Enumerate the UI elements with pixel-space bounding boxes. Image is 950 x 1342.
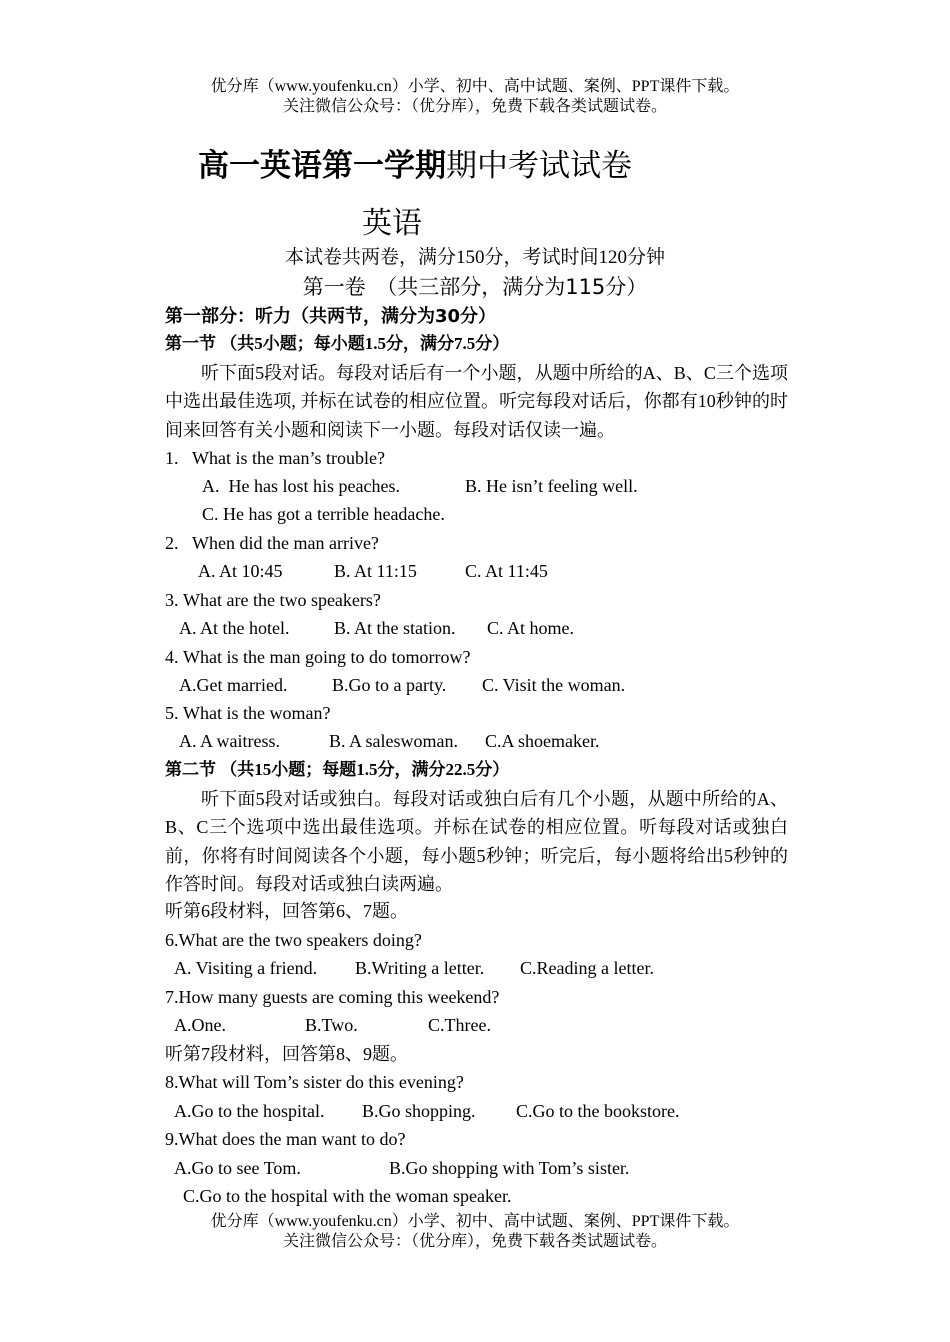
- title-light-part: 期中考试试卷: [446, 148, 632, 184]
- question-5-option-c: C.A shoemaker.: [485, 731, 600, 751]
- question-3-option-a: A. At the hotel.: [179, 618, 290, 638]
- question-6-option-c: C.Reading a letter.: [520, 958, 654, 978]
- question-4-option-a: A.Get married.: [179, 675, 288, 695]
- question-9-option-a: A.Go to see Tom.: [174, 1158, 301, 1178]
- footer-line-1: 优分库（www.youfenku.cn）小学、初中、高中试题、案例、PPT课件下载。: [210, 1213, 740, 1230]
- question-5-option-b: B. A saleswoman.: [329, 731, 458, 751]
- section2-title: 第二节 （共15小题；每题1.5分，满分22.5分）: [165, 760, 510, 779]
- question-8-option-b: B.Go shopping.: [362, 1101, 476, 1121]
- volume-title: 第一卷 （共三部分，满分为115分）: [302, 275, 648, 299]
- section1-title: 第一节 （共5小题；每小题1.5分，满分7.5分）: [165, 334, 510, 353]
- question-7-option-a: A.One.: [174, 1015, 226, 1035]
- page-title: [198, 140, 632, 185]
- question-4-option-b: B.Go to a party.: [332, 675, 447, 695]
- question-2-option-a: A. At 10:45: [198, 561, 283, 581]
- header-line-1: 优分库（www.youfenku.cn）小学、初中、高中试题、案例、PPT课件下载。: [210, 78, 740, 95]
- footer-line-2: 关注微信公众号：（优分库），免费下载各类试题试卷。: [282, 1233, 667, 1250]
- question-7-option-c: C.Three.: [428, 1015, 491, 1035]
- question-2-option-c: C. At 11:45: [465, 561, 548, 581]
- question-7-stem: 7.How many guests are coming this weekend?: [165, 987, 500, 1007]
- question-9-option-b: B.Go shopping with Tom’s sister.: [389, 1158, 630, 1178]
- question-1-stem: 1. What is the man’s trouble?: [165, 448, 385, 468]
- section1-instructions: 听下面5段对话。每段对话后有一个小题，从题中所给的A、B、C三个选项中选出最佳选项, 并标在试卷的相应位置。听完每段对话后，你都有10秒钟的时间来回答有关小题和阅读下一小题。每段对话仅读一遍。: [165, 363, 788, 440]
- question-6-stem: 6.What are the two speakers doing?: [165, 930, 422, 950]
- question-8-option-a: A.Go to the hospital.: [174, 1101, 325, 1121]
- note-passage-7: 听第7段材料，回答第8、9题。: [165, 1044, 408, 1064]
- question-1-option-a: A. He has lost his peaches.: [202, 476, 400, 496]
- question-9-stem: 9.What does the man want to do?: [165, 1129, 406, 1149]
- question-1-option-c: C. He has got a terrible headache.: [202, 504, 445, 524]
- question-2-option-b: B. At 11:15: [334, 561, 417, 581]
- question-5-option-a: A. A waitress.: [179, 731, 280, 751]
- question-9-option-c: C.Go to the hospital with the woman speaker.: [183, 1186, 512, 1206]
- section2-instructions: 听下面5段对话或独白。每段对话或独白后有几个小题，从题中所给的A、B、C三个选项中选出最佳选项。并标在试卷的相应位置。听每段对话或独白前，你将有时间阅读各个小题，每小题5秒钟；听完后，每小题将给出5秒钟的作答时间。每段对话或独白读两遍。: [165, 789, 788, 895]
- question-1-option-b: B. He isn’t feeling well.: [465, 476, 638, 496]
- question-4-stem: 4. What is the man going to do tomorrow?: [165, 647, 471, 667]
- question-3-option-b: B. At the station.: [334, 618, 456, 638]
- question-4-option-c: C. Visit the woman.: [482, 675, 626, 695]
- note-passage-6: 听第6段材料，回答第6、7题。: [165, 901, 408, 921]
- question-2-stem: 2. When did the man arrive?: [165, 533, 379, 553]
- question-6-option-b: B.Writing a letter.: [355, 958, 485, 978]
- question-5-stem: 5. What is the woman?: [165, 703, 331, 723]
- question-7-option-b: B.Two.: [305, 1015, 358, 1035]
- header-line-2: 关注微信公众号：（优分库），免费下载各类试题试卷。: [282, 98, 667, 115]
- question-8-stem: 8.What will Tom’s sister do this evening?: [165, 1072, 464, 1092]
- question-3-option-c: C. At home.: [487, 618, 575, 638]
- question-3-stem: 3. What are the two speakers?: [165, 590, 381, 610]
- part1-title: 第一部分：听力（共两节，满分为30分）: [165, 306, 497, 327]
- question-8-option-c: C.Go to the bookstore.: [516, 1101, 680, 1121]
- question-6-option-a: A. Visiting a friend.: [174, 958, 318, 978]
- exam-info: 本试卷共两卷，满分150分，考试时间120分钟: [284, 247, 665, 268]
- subject-title: 英语: [362, 206, 422, 241]
- title-bold-part: 高一英语第一学期: [198, 148, 446, 184]
